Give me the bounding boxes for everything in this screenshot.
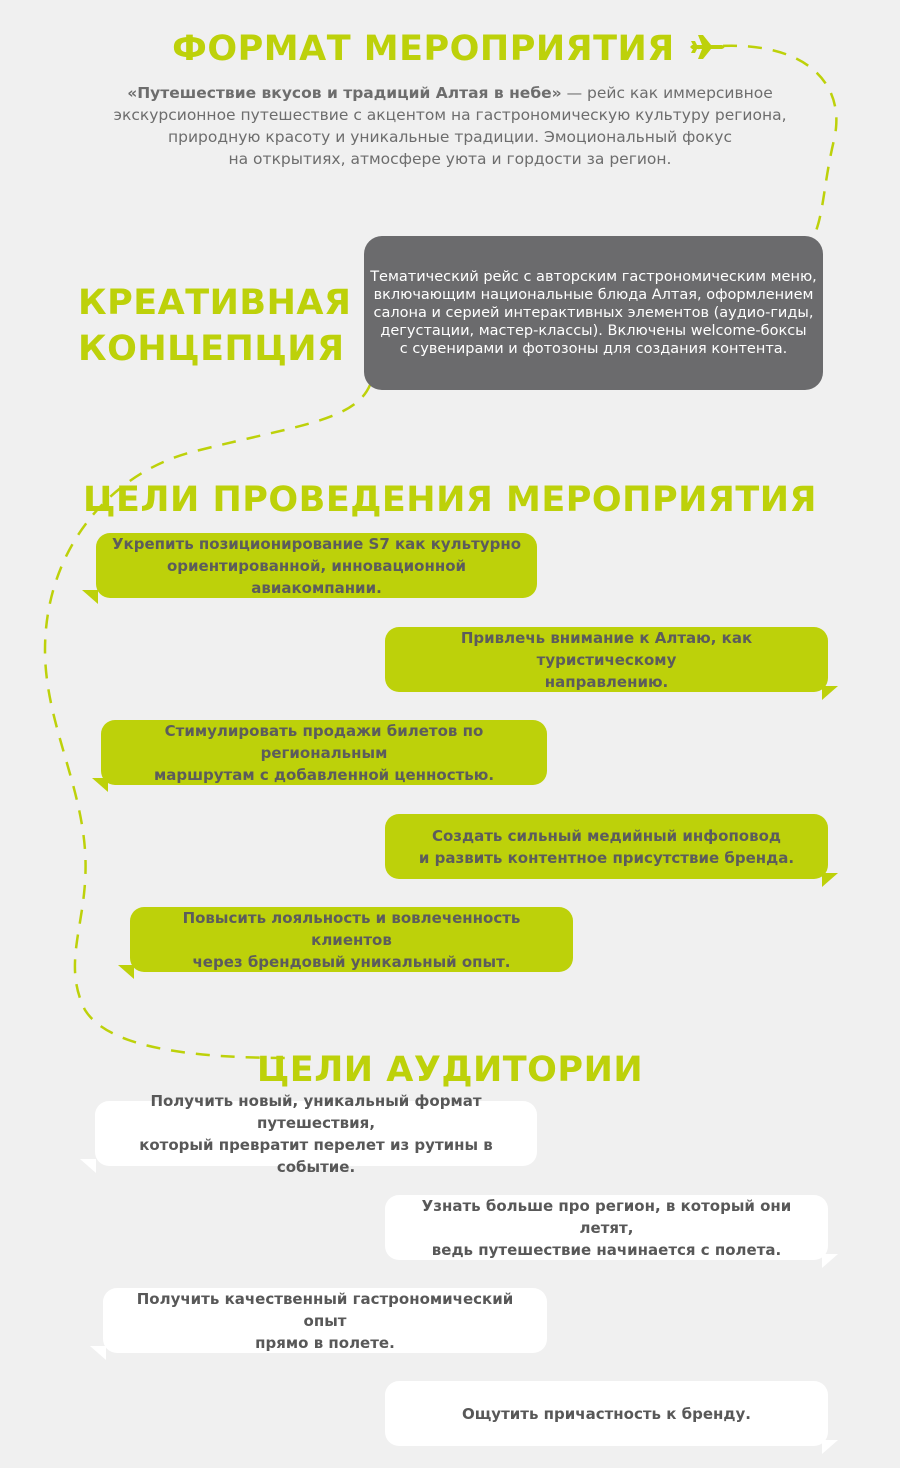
concept-line: салона и серией интерактивных элементов (аудио-гиды, [373, 305, 814, 321]
event-goal-text: маршрутам с добавленной ценностью. [153, 765, 495, 784]
concept-line: Тематический рейс с авторским гастрономическим меню, [370, 269, 817, 285]
audience-goal-text: Узнать больше про регион, в который они летят, [421, 1196, 792, 1237]
event-goal-text: Повысить лояльность и вовлеченность клиентов [182, 908, 521, 949]
bubble-tail [822, 1254, 838, 1268]
event-goal-bubble [101, 720, 547, 785]
event-goal-bubble [385, 627, 828, 692]
bubble-tail [822, 1440, 838, 1454]
event-goal-text: и развить контентное присутствие бренда. [418, 848, 795, 867]
audience-goals-title: ЦЕЛИ АУДИТОРИИ [256, 1050, 644, 1090]
format-line-1: — рейс как иммерсивное [561, 84, 773, 102]
format-line-2: экскурсионное путешествие с акцентом на гастрономическую культуру региона, [113, 106, 787, 124]
bubble-tail [92, 778, 108, 792]
audience-goal-bubble [103, 1288, 547, 1353]
event-goal-text: Создать сильный медийный инфоповод [431, 826, 782, 845]
bubble-tail [90, 1346, 106, 1360]
audience-goal-text: Получить новый, уникальный формат путешествия, [150, 1091, 482, 1132]
event-goal-bubble [96, 533, 537, 598]
format-intro-bold: «Путешествие вкусов и традиций Алтая в небе» [127, 84, 562, 102]
format-description [60, 82, 840, 170]
concept-title [78, 280, 351, 372]
airplane-icon [690, 33, 728, 65]
format-line-3: природную красоту и уникальные традиции. Эмоциональный фокус [168, 128, 732, 146]
event-goals-title: ЦЕЛИ ПРОВЕДЕНИЯ МЕРОПРИЯТИЯ [83, 480, 817, 520]
bubble-tail [118, 965, 134, 979]
concept-line: включающим национальные блюда Алтая, оформлением [373, 287, 814, 303]
concept-line: с сувенирами и фотозоны для создания контента. [399, 341, 788, 357]
event-goal-text: Привлечь внимание к Алтаю, как туристическому [460, 628, 753, 669]
bubble-tail [80, 1159, 96, 1173]
format-line-4: на открытиях, атмосфере уюта и гордости за регион. [228, 150, 672, 168]
audience-goal-text: прямо в полете. [255, 1333, 395, 1352]
concept-line: дегустации, мастер-классы). Включены welcome-боксы [380, 323, 807, 339]
concept-title-line-2: КОНЦЕПЦИЯ [78, 329, 345, 369]
event-goal-text: Стимулировать продажи билетов по региональным [164, 721, 484, 762]
event-goal-text: направлению. [544, 672, 669, 691]
event-goal-text: через брендовый уникальный опыт. [192, 952, 511, 971]
event-goal-bubble [130, 907, 573, 972]
audience-goal-text: который превратит перелет из рутины в событие. [139, 1135, 493, 1176]
bubble-tail [82, 590, 98, 604]
event-goal-text: Укрепить позиционирование S7 как культурно [111, 534, 522, 553]
audience-goal-text: Получить качественный гастрономический опыт [136, 1289, 514, 1330]
audience-goal-text: Ощутить причастность к бренду. [461, 1404, 752, 1423]
audience-goal-text: ведь путешествие начинается с полета. [431, 1240, 782, 1259]
audience-goal-bubble [385, 1381, 828, 1446]
bubble-tail [822, 686, 838, 700]
concept-title-line-1: КРЕАТИВНАЯ [78, 283, 352, 323]
concept-card [364, 236, 823, 390]
format-title-row [0, 28, 900, 70]
audience-goal-bubble [385, 1195, 828, 1260]
bubble-tail [822, 873, 838, 887]
event-goal-bubble [385, 814, 828, 879]
event-goal-text: ориентированной, инновационной авиакомпании. [166, 556, 467, 597]
format-title: ФОРМАТ МЕРОПРИЯТИЯ [172, 29, 675, 69]
audience-goal-bubble [95, 1091, 537, 1176]
